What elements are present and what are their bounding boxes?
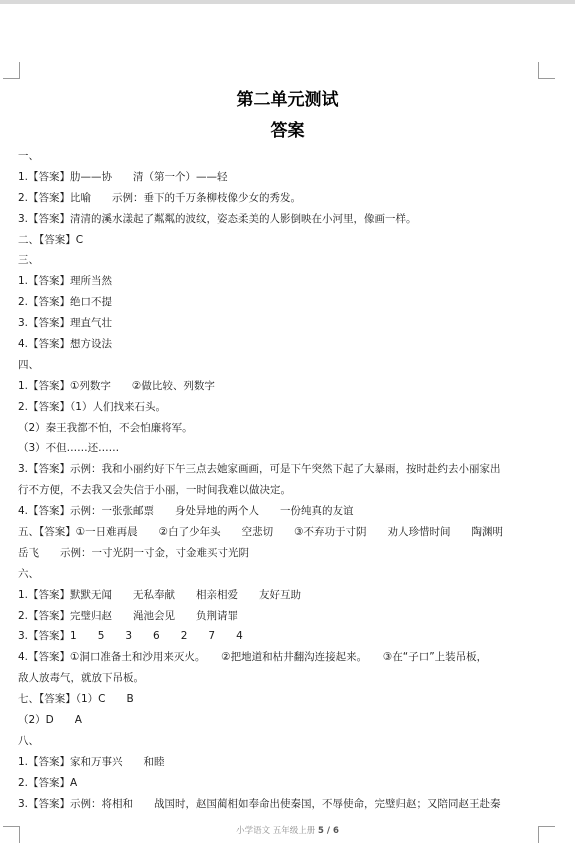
corner-mark-top-right	[538, 62, 555, 79]
text-line: 3.【答案】清清的溪水漾起了粼粼的波纹，姿态柔美的人影倒映在小河里，像画一样。	[18, 212, 417, 225]
text-line: 4.【答案】想方设法	[18, 338, 113, 351]
text-line: 1.【答案】①列数字 ②做比较、列数字	[18, 379, 215, 392]
text-line: 4.【答案】示例：一张张邮票 身处异地的两个人 一份纯真的友谊	[18, 505, 354, 518]
text-line: 1.【答案】肋——协 清（第一个）——轻	[18, 170, 228, 183]
text-line: 六、	[18, 567, 39, 580]
text-line: 二、【答案】C	[18, 233, 84, 246]
text-line: 行不方便，不去我又会失信于小丽，一时间我难以做决定。	[18, 484, 291, 497]
text-line: 岳飞 示例：一寸光阴一寸金，寸金难买寸光阴	[18, 546, 249, 559]
text-line: （2）D A	[18, 714, 82, 727]
text-line: 2.【答案】A	[18, 776, 78, 789]
text-line: 1.【答案】家和万事兴 和睦	[18, 755, 165, 768]
text-line: 2.【答案】（1）人们找来石头。	[18, 400, 166, 413]
text-line: 五、【答案】①一日难再晨 ②白了少年头 空悲切 ③不弃功于寸阴 劝人珍惜时间 陶渊明	[18, 526, 503, 539]
text-line: 八、	[18, 734, 39, 747]
text-line: 四、	[18, 358, 39, 371]
page-footer	[0, 824, 575, 836]
document-title: 第二单元测试	[236, 90, 339, 110]
text-line: 2.【答案】比喻 示例：垂下的千万条柳枝像少女的秀发。	[18, 191, 302, 204]
text-line: 3.【答案】示例：将相和 战国时，赵国蔺相如奉命出使秦国，不辱使命，完璧归赵；又陪同赵王赴秦	[18, 797, 501, 810]
text-line: 2.【答案】完璧归赵 渑池会见 负荆请罪	[18, 609, 239, 622]
text-line: （2）秦王我都不怕，不会怕廉将军。	[18, 421, 193, 434]
text-line: 4.【答案】①洞口准备土和沙用来灭火。 ②把地道和枯井翻沟连接起来。 ③在“子口”上装吊板，	[18, 651, 488, 664]
text-line: 3.【答案】1 5 3 6 2 7 4	[18, 630, 243, 643]
text-line: 七、【答案】（1）C B	[18, 693, 134, 706]
text-line: 三、	[18, 254, 39, 267]
document-subtitle: 答案	[270, 121, 305, 141]
text-line: 3.【答案】示例：我和小丽约好下午三点去她家画画，可是下午突然下起了大暴雨，按时赴约去小丽家出	[18, 463, 501, 476]
text-line: 2.【答案】绝口不提	[18, 296, 113, 309]
text-line: 一、	[18, 150, 39, 162]
text-line: 1.【答案】默默无闻 无私奉献 相亲相爱 友好互助	[18, 588, 302, 601]
text-line: 3.【答案】理直气壮	[18, 317, 113, 330]
text-line: 1.【答案】理所当然	[18, 275, 113, 288]
top-edge-bar	[0, 0, 575, 4]
corner-mark-top-left	[3, 62, 20, 79]
answer-content	[18, 146, 548, 815]
footer-label: 小学语文 五年级上册	[236, 826, 316, 836]
page-number: 5 / 6	[318, 826, 339, 836]
text-line: （3）不但……还……	[18, 442, 120, 455]
text-line: 敌人放毒气，就放下吊板。	[18, 672, 144, 685]
